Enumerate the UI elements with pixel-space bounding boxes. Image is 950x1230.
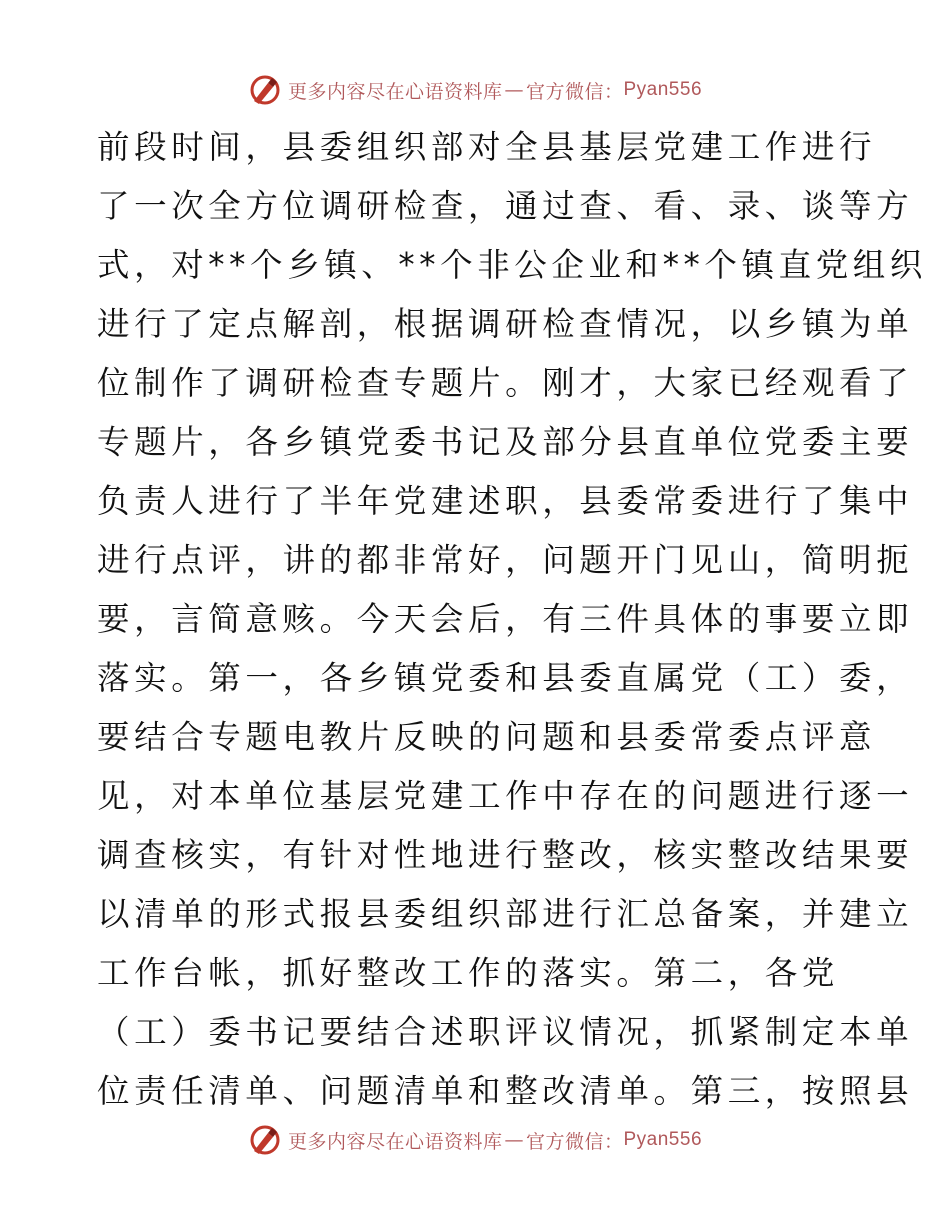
body-line: 进行点评，讲的都非常好，问题开门见山，简明扼 [97,541,914,579]
body-line: 式，对**个乡镇、**个非公企业和**个镇直党组织 [97,246,928,284]
pen-logo-icon [248,1123,282,1157]
body-line: 专题片，各乡镇党委书记及部分县直单位党委主要 [97,423,914,461]
body-line: 工作台帐，抓好整改工作的落实。第二，各党 [97,954,840,992]
watermark-wechat-label: 官方微信： [525,80,624,103]
watermark-site-text: 更多内容尽在心语资料库 [287,80,503,103]
body-line: 落实。第一，各乡镇党委和县委直属党（工）委， [97,659,914,697]
body-line: 进行了定点解剖，根据调研检查情况，以乡镇为单 [97,305,914,343]
body-line: 调查核实，有针对性地进行整改，核实整改结果要 [97,836,914,874]
pen-logo-icon [248,73,282,107]
footer-watermark [0,1120,950,1160]
body-line: 负责人进行了半年党建述职，县委常委进行了集中 [97,482,914,520]
header-watermark [0,70,950,110]
body-line: 要，言简意赅。今天会后，有三件具体的事要立即 [97,600,914,638]
watermark-site-text: 更多内容尽在心语资料库 [287,1130,503,1153]
body-line: 要结合专题电教片反映的问题和县委常委点评意 [97,718,877,756]
body-line: 以清单的形式报县委组织部进行汇总备案，并建立 [97,895,914,933]
watermark-wechat-id: Pyan556 [623,1129,703,1150]
watermark-wechat-id: Pyan556 [623,79,703,100]
body-line: （工）委书记要结合述职评议情况，抓紧制定本单 [97,1013,914,1051]
watermark-wechat-label: 官方微信： [525,1130,624,1153]
body-line: 位责任清单、问题清单和整改清单。第三，按照县 [97,1072,914,1110]
watermark-separator: — [504,79,524,101]
body-line: 见，对本单位基层党建工作中存在的问题进行逐一 [97,777,914,815]
watermark-separator: — [504,1129,524,1151]
body-line: 了一次全方位调研检查，通过查、看、录、谈等方 [97,187,914,225]
body-line: 前段时间，县委组织部对全县基层党建工作进行 [97,128,877,166]
document-body [97,118,928,1121]
body-line: 位制作了调研检查专题片。刚才，大家已经观看了 [97,364,914,402]
